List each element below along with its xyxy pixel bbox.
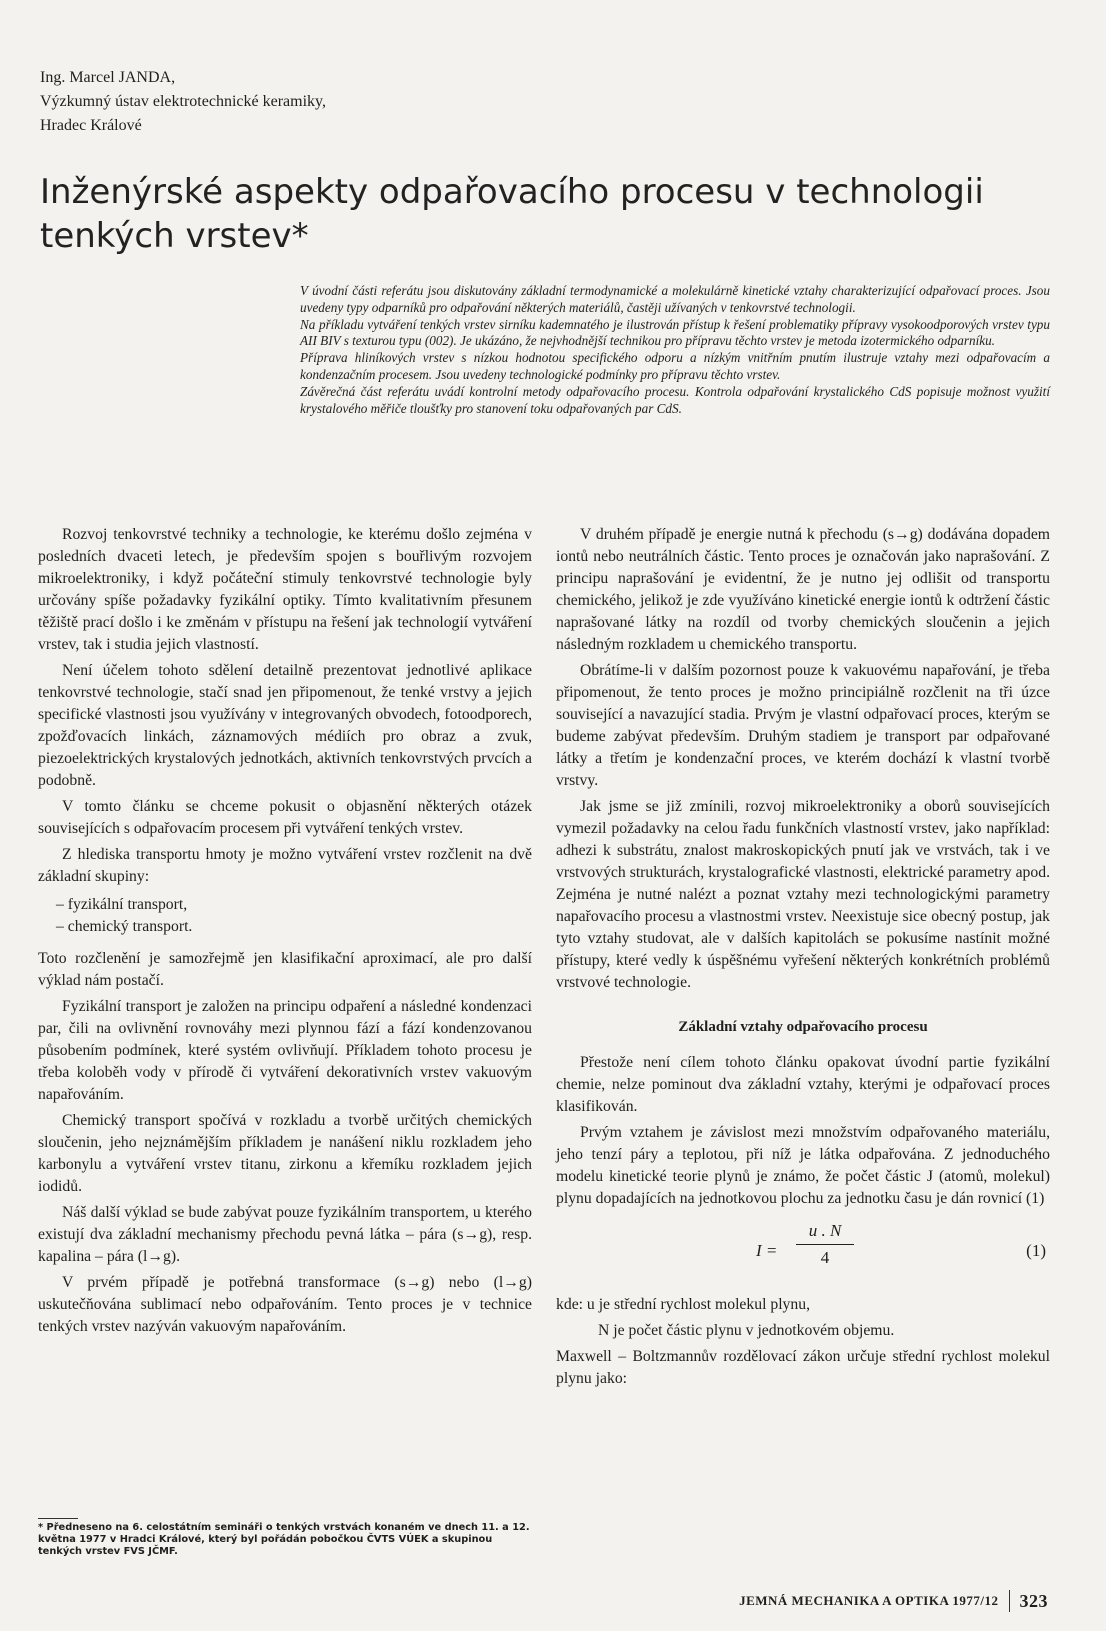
footnote: * Předneseno na 6. celostátním semináři o tenkých vrstvách konaném ve dnech 11. a 12. května 1977 v Hradci Králové, který byl pořádán pobočkou ČVTS VÚEK a skupinou tenkých vrstev FVS JČMF.	[38, 1522, 530, 1557]
variable-definition: kde: u je střední rychlost molekul plynu,	[556, 1296, 811, 1313]
author-block	[40, 66, 326, 138]
body-paragraph: V prvém případě je potřebná transformace (s→g) nebo (l→g) uskutečňována sublimací nebo odpařováním. Tento proces je v technice tenkých vrstev nazýván vakuovým napařováním.	[38, 1274, 532, 1335]
journal-name: JEMNÁ MECHANIKA A OPTIKA 1977/12	[739, 1593, 999, 1608]
transport-list	[38, 894, 532, 938]
equation-1	[556, 1220, 1050, 1280]
equation-lhs: I =	[756, 1241, 778, 1260]
abstract-paragraph: Na příkladu vytváření tenkých vrstev sirníku kademnatého je ilustrován přístup k řešení problematiky přípravy vysokoodporových vrstev typu AII BIV s texturou typu (002). Je ukázáno, že nejvhodnější technikou pro přípravu těchto vrstev je metoda izotermického odparníku.	[300, 316, 1050, 349]
body-paragraph: Obrátíme-li v dalším pozornost pouze k vakuovému napařování, je třeba připomenout, že tento proces je možno principiálně rozčlenit na tři úzce související a navazující stadia. Prvým je vlastní odpařovací proces, kterým se budeme zabývat především. Druhým stadiem je transport par odpařované látky a třetím je kondenzační proces, ve kterém dochází k vlastní tvorbě vrstvy.	[556, 662, 1050, 789]
abstract	[300, 283, 1050, 417]
body-paragraph: Jak jsme se již zmínili, rozvoj mikroelektroniky a oborů souvisejících vymezil požadavky na celou řadu funkčních vlastností vrstev, jako například: adhezi k substrátu, znalost makroskopických pnutí jak ve vrstvách, tak i ve vrstvových strukturách, krystalografické vlastnosti, elektrické parametry apod. Zejména je nutné nalézt a poznat vztahy mezi technologickými parametry napařovacího procesu a vlastnostmi vrstev. Neexistuje sice obecný postup, jak tyto vztahy studovat, ale v dalších kapitolách se pokusíme nastínit možné přístupy, které vedly k úspěšnému vyřešení některých konkrétních problémů vrstvové technologie.	[556, 798, 1050, 991]
author-name: Ing. Marcel JANDA,	[40, 69, 176, 86]
equation-denominator: 4	[820, 1248, 830, 1267]
body-paragraph: Rozvoj tenkovrstvé techniky a technologie, ke kterému došlo zejména v posledních dvaceti letech, je především spojen s bouřlivým rozvojem mikroelektroniky, i když počáteční stimuly tenkovrstvé technologie byly určovány spíše požadavky fyzikální optiky. Tímto kvalitativním přesunem těžiště prací došlo i ke změnám v přístupu na řešení jak technologií vytváření vrstev, tak i studia jejich vlastností.	[38, 526, 532, 653]
footer-divider	[1009, 1590, 1010, 1612]
body-paragraph: V druhém případě je energie nutná k přechodu (s→g) dodávána dopadem iontů nebo neutrálních částic. Tento proces je označován jako naprašování. Z principu naprašování je evidentní, že je nutno jej odlišit od transportu chemického, jelikož je zde využíváno kinetické energie iontů k odtržení částic naprašované látky na rozdíl od tvorby chemických sloučenin a jejich následným rozkladem u chemického transportu.	[556, 526, 1050, 653]
body-paragraph: Maxwell – Boltzmannův rozdělovací zákon určuje střední rychlost molekul plynu jako:	[556, 1348, 1050, 1387]
body-paragraph: Náš další výklad se bude zabývat pouze fyzikálním transportem, u kterého existují dva základní mechanismy přechodu pevná látka – pára (s→g), resp. kapalina – pára (l→g).	[38, 1204, 532, 1265]
footnote-divider	[38, 1518, 78, 1519]
body-paragraph: Chemický transport spočívá v rozkladu a tvorbě určitých chemických sloučenin, jeho nejznámějším příkladem je nanášení niklu rozkladem jeho karbonylu a vytváření vrstev titanu, zirkonu a křemíku rozkladem jejich iodidů.	[38, 1112, 532, 1195]
right-column	[556, 524, 1050, 1394]
page-number: 323	[1019, 1590, 1048, 1611]
body-paragraph: Fyzikální transport je založen na principu odpaření a následné kondenzaci par, čili na ovlivnění rovnováhy mezi plynnou fází a fází kondenzovanou působením podmínek, které systém ovlivňují. Příkladem tohoto procesu je třeba koloběh vody v přírodě či vytváření dekorativních vrstev vakuovým napařováním.	[38, 998, 532, 1103]
body-paragraph: Z hlediska transportu hmoty je možno vytváření vrstev rozčlenit na dvě základní skupiny:	[38, 846, 532, 885]
section-heading: Základní vztahy odpařovacího procesu	[678, 1019, 928, 1035]
body-paragraph: V tomto článku se chceme pokusit o objasnění některých otázek souvisejících s odpařovacím procesem při vytváření tenkých vrstev.	[38, 798, 532, 837]
list-item: – fyzikální transport,	[56, 896, 188, 913]
variable-definition: N je počet částic plynu v jednotkovém objemu.	[598, 1322, 895, 1339]
body-paragraph: Není účelem tohoto sdělení detailně prezentovat jednotlivé aplikace tenkovrstvé technologie, stačí snad jen připomenout, že tenké vrstvy a jejich specifické vlastnosti jsou využívány v integrovaných obvodech, fotoodporech, zpožďovacích linkách, záznamových médiích pro obraz a zvuk, piezoelektrických krystalových jednotkách, aktivních tenkovrstvých prvcích a podobně.	[38, 662, 532, 789]
equation-numerator: u . N	[796, 1220, 854, 1245]
abstract-paragraph: V úvodní části referátu jsou diskutovány základní termodynamické a molekulárně kinetické vztahy charakterizující odpařovací proces. Jsou uvedeny typy odparníků pro odpařování některých materiálů, častěji užívaných v tenkovrstvé technologii.	[300, 283, 1050, 315]
body-paragraph: Přestože není cílem tohoto článku opakovat úvodní partie fyzikální chemie, nelze pominout dva základní vztahy, kterými je odpařovací proces klasifikován.	[556, 1054, 1050, 1115]
author-institute: Výzkumný ústav elektrotechnické keramiky,	[40, 93, 326, 110]
list-item: – chemický transport.	[56, 918, 193, 935]
author-city: Hradec Králové	[40, 117, 142, 134]
equation-fraction	[796, 1220, 854, 1269]
abstract-paragraph: Závěrečná část referátu uvádí kontrolní metody odpařovacího procesu. Kontrola odpařování krystalického CdS popisuje možnost využití krystalového měřiče tloušťky pro stanovení toku odpařovaných par CdS.	[300, 383, 1050, 416]
equation-number: (1)	[1026, 1241, 1046, 1260]
body-paragraph: Prvým vztahem je závislost mezi množstvím odpařovaného materiálu, jeho tenzí páry a teplotou, při níž je látka odpařována. Z jednoduchého modelu kinetické teorie plynů je známo, že počet částic J (atomů, molekul) plynu dopadajících na jednotkovou plochu za jednotku času je dán rovnicí (1)	[556, 1124, 1050, 1207]
left-column	[38, 524, 532, 1342]
article-title: Inženýrské aspekty odpařovacího procesu v technologii tenkých vrstev*	[40, 172, 984, 256]
abstract-paragraph: Příprava hliníkových vrstev s nízkou hodnotou specifického odporu a nízkým vnitřním pnutím ilustruje vztahy mezi odpařovacím a kondenzačním procesem. Jsou uvedeny technologické podmínky pro přípravu těchto vrstev.	[300, 350, 1050, 382]
body-paragraph: Toto rozčlenění je samozřejmě jen klasifikační aproximací, ale pro další výklad nám postačí.	[38, 950, 532, 989]
page-footer	[739, 1590, 1048, 1612]
